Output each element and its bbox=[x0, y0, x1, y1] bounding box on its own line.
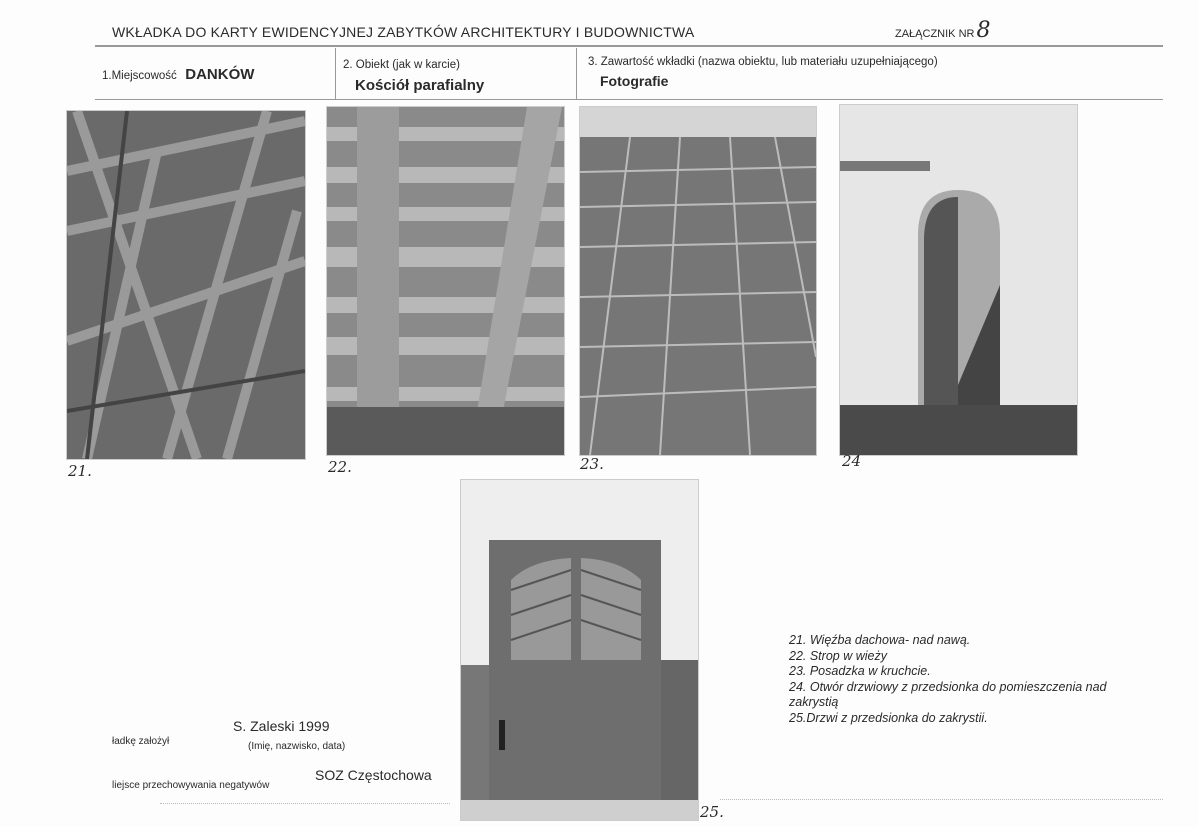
divider bbox=[95, 45, 1163, 47]
divider bbox=[576, 48, 577, 100]
author-label: ładkę założył bbox=[112, 736, 170, 747]
caption-item: 25.Drzwi z przedsionka do zakrystii. bbox=[789, 710, 988, 725]
locality-field bbox=[102, 66, 254, 84]
photo-number: 24 bbox=[842, 452, 862, 470]
photo-number: 23. bbox=[580, 455, 604, 473]
caption-item: 24. Otwór drzwiowy z przedsionka do pomieszczenia nad zakrystią bbox=[789, 679, 1107, 709]
caption-item: 21. Więźba dachowa- nad nawą. bbox=[789, 633, 971, 647]
photo-roof-truss bbox=[66, 110, 306, 460]
attachment-number-value: 8 bbox=[976, 18, 991, 43]
author-value: S. Zaleski 1999 bbox=[233, 718, 330, 734]
divider bbox=[95, 99, 1163, 100]
dotted-line bbox=[720, 799, 1163, 800]
attachment-number bbox=[895, 18, 990, 43]
divider bbox=[335, 48, 336, 100]
contents-label: 3. Zawartość wkładki (nazwa obiektu, lub materiału uzupełniającego) bbox=[588, 56, 938, 68]
photo-number: 21. bbox=[68, 462, 92, 480]
locality-label: 1.Miejscowość bbox=[102, 70, 177, 82]
storage-value: SOZ Częstochowa bbox=[315, 767, 432, 783]
photo-number: 22. bbox=[328, 458, 352, 476]
author-hint: (Imię, nazwisko, data) bbox=[248, 741, 346, 752]
document-title: WKŁADKA DO KARTY EWIDENCYJNEJ ZABYTKÓW ARCHITEKTURY I BUDOWNICTWA bbox=[112, 24, 695, 40]
photo-arched-doorway bbox=[839, 104, 1078, 456]
storage-label: liejsce przechowywania negatywów bbox=[112, 780, 270, 791]
photo-sacristy-door bbox=[460, 479, 699, 821]
dotted-line bbox=[160, 803, 450, 804]
locality-value: DANKÓW bbox=[185, 66, 255, 83]
photo-tower-ceiling bbox=[326, 106, 565, 456]
photo-number: 25. bbox=[700, 803, 724, 821]
photo-captions bbox=[789, 633, 1159, 726]
contents-value: Fotografie bbox=[600, 73, 669, 89]
object-value: Kościół parafialny bbox=[355, 77, 485, 94]
caption-item: 23. Posadzka w kruchcie. bbox=[789, 664, 931, 678]
caption-item: 22. Strop w wieży bbox=[789, 648, 887, 663]
photo-floor-tiles bbox=[579, 106, 817, 456]
attachment-label: ZAŁĄCZNIK NR bbox=[895, 28, 975, 40]
object-label: 2. Obiekt (jak w karcie) bbox=[343, 59, 460, 71]
